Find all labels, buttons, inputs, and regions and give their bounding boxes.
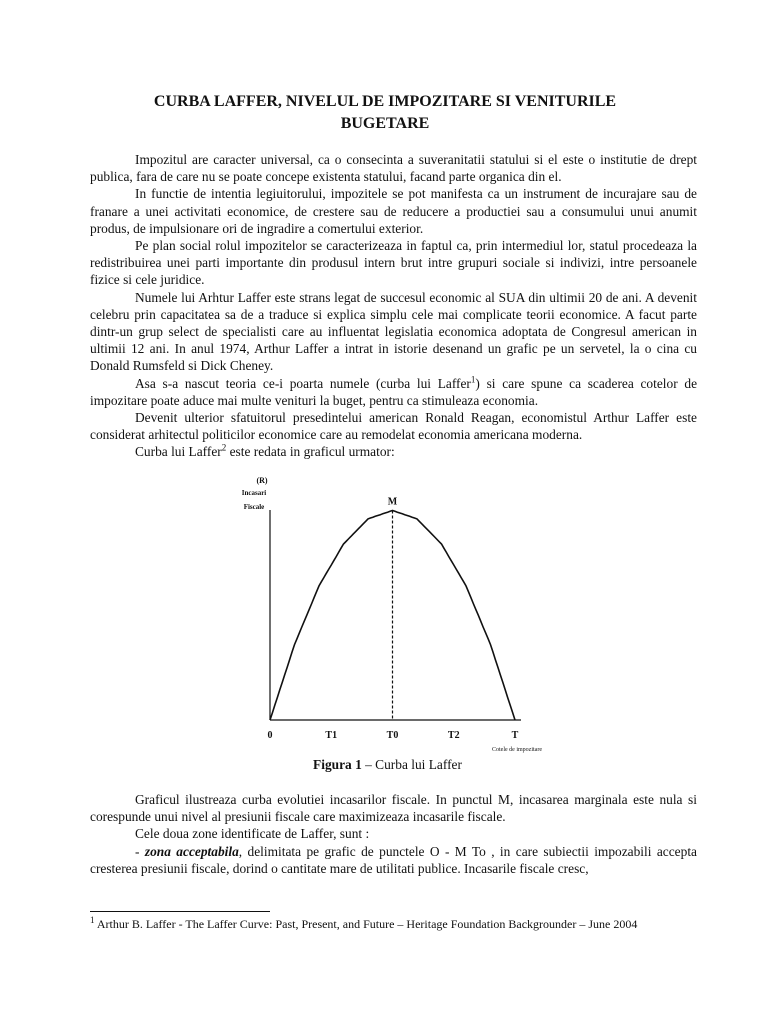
figure-caption [90, 756, 685, 774]
figure-label: Figura 1 [313, 757, 362, 772]
laffer-curve-chart [225, 470, 565, 755]
x-axis-label: Cotele de impozitare [492, 747, 542, 753]
paragraph-2: In functie de intentia legiuitorului, impozitele se pot manifesta ca un instrument de incurajare sau de franare a unei activitati economice, de crestere sau de reducere a productiei sau a consumului unui anumit produs, de impulsionare ori de ingradire a comertului exterior. [90, 186, 697, 236]
x-tick-label-t1: T1 [325, 730, 338, 741]
zone-acceptabila-term: zona acceptabila [144, 843, 239, 859]
paragraph-5-end: ) si care spune ca scaderea cotelor de impozitare poate aduce mai multe venituri la buget, pentru ca stimuleaza economia. [90, 375, 698, 408]
paragraph-6: Devenit ulterior sfatuitorul presedintelui american Ronald Reagan, economistul Arthur Laffer este considerat arhitectul politicilor economice care au remodelat economia americana moderna. [90, 410, 697, 443]
paragraph-7 [90, 443, 697, 460]
paragraph-8: Graficul ilustreaza curba evolutiei incasarilor fiscale. In punctul M, incasarea marginala este nula si corespunde unui nivel al presiunii fiscale care maximizeaza incasarile fiscale. [90, 792, 697, 825]
paragraph-10-rest: , delimitata pe grafic de punctele O - M To , in care subiectii impozabili accepta cresterea presiunii fiscale, dorind o cantitate mare de utilitati publice. Incasarile fiscale cresc, [90, 843, 697, 876]
y-axis-label-fiscale: Fiscale [243, 503, 265, 511]
paragraph-3: Pe plan social rolul impozitelor se caracterizeaza in faptul ca, prin intermediul lor, statul procedeaza la redistribuirea unei parti importante din produsul intern brut intre grupuri sociale si indivizi, intre persoanele fizice si cele juridice. [90, 238, 697, 288]
paragraph-4: Numele lui Arhtur Laffer este strans legat de succesul economic al SUA din ultimii 20 de ani. A devenit celebru prin capacitatea sa de a traduce si explica simplu cele mai complicate teorii economice. A facut parte dintr-un grup select de specialisti care au influentat legislatia economica adoptata de Congresul american in ultimii 12 ani. In anul 1974, Arthur Laffer a intrat in istorie desenand un grafic pe un servetel, la o cina cu Donald Rumsfeld si Dick Cheney. [90, 289, 697, 374]
paragraph-7-start: Curba lui Laffer [135, 444, 222, 460]
footnote-ref-1: 1 [470, 374, 476, 385]
peak-label-m: M [387, 496, 398, 508]
footnote-ref-2: 2 [221, 442, 227, 453]
paragraph-10 [90, 843, 697, 877]
x-tick-label-t0: T0 [386, 730, 399, 741]
y-axis-label-r: (R) [256, 476, 268, 485]
footnote-separator [90, 911, 270, 912]
paragraph-5-start: Asa s-a nascut teoria ce-i poarta numele (curba lui Laffer [135, 375, 471, 391]
y-axis-label-incasari: Incasari [241, 489, 267, 497]
document-title [90, 91, 680, 135]
paragraph-1: Impozitul are caracter universal, ca o consecinta a suveranitatii statului si el este o institutie de drept publica, fara de care nu se poate concepe existenta statului, facand parte organica din el. [90, 152, 697, 185]
paragraph-9: Cele doua zone identificate de Laffer, sunt : [135, 826, 370, 842]
body-text [90, 151, 697, 461]
x-tick-label-t: T [511, 730, 519, 741]
footnote-1 [90, 917, 730, 932]
figure-caption-text: – Curba lui Laffer [361, 757, 462, 772]
footnote-text: Arthur B. Laffer - The Laffer Curve: Past, Present, and Future – Heritage Foundation Backgrounder – June 2004 [94, 917, 638, 931]
footnote-number: 1 [90, 915, 95, 925]
paragraph-7-end: este redata in graficul urmator: [226, 444, 395, 460]
body-text-continued [90, 791, 697, 877]
paragraph-5 [90, 375, 697, 409]
title-line-1: CURBA LAFFER, NIVELUL DE IMPOZITARE SI VENITURILE [153, 93, 617, 110]
title-line-2: BUGETARE [340, 115, 430, 132]
x-tick-label-0: 0 [267, 730, 273, 741]
paragraph-10-dash: - [135, 843, 145, 859]
x-tick-label-t2: T2 [447, 730, 460, 741]
